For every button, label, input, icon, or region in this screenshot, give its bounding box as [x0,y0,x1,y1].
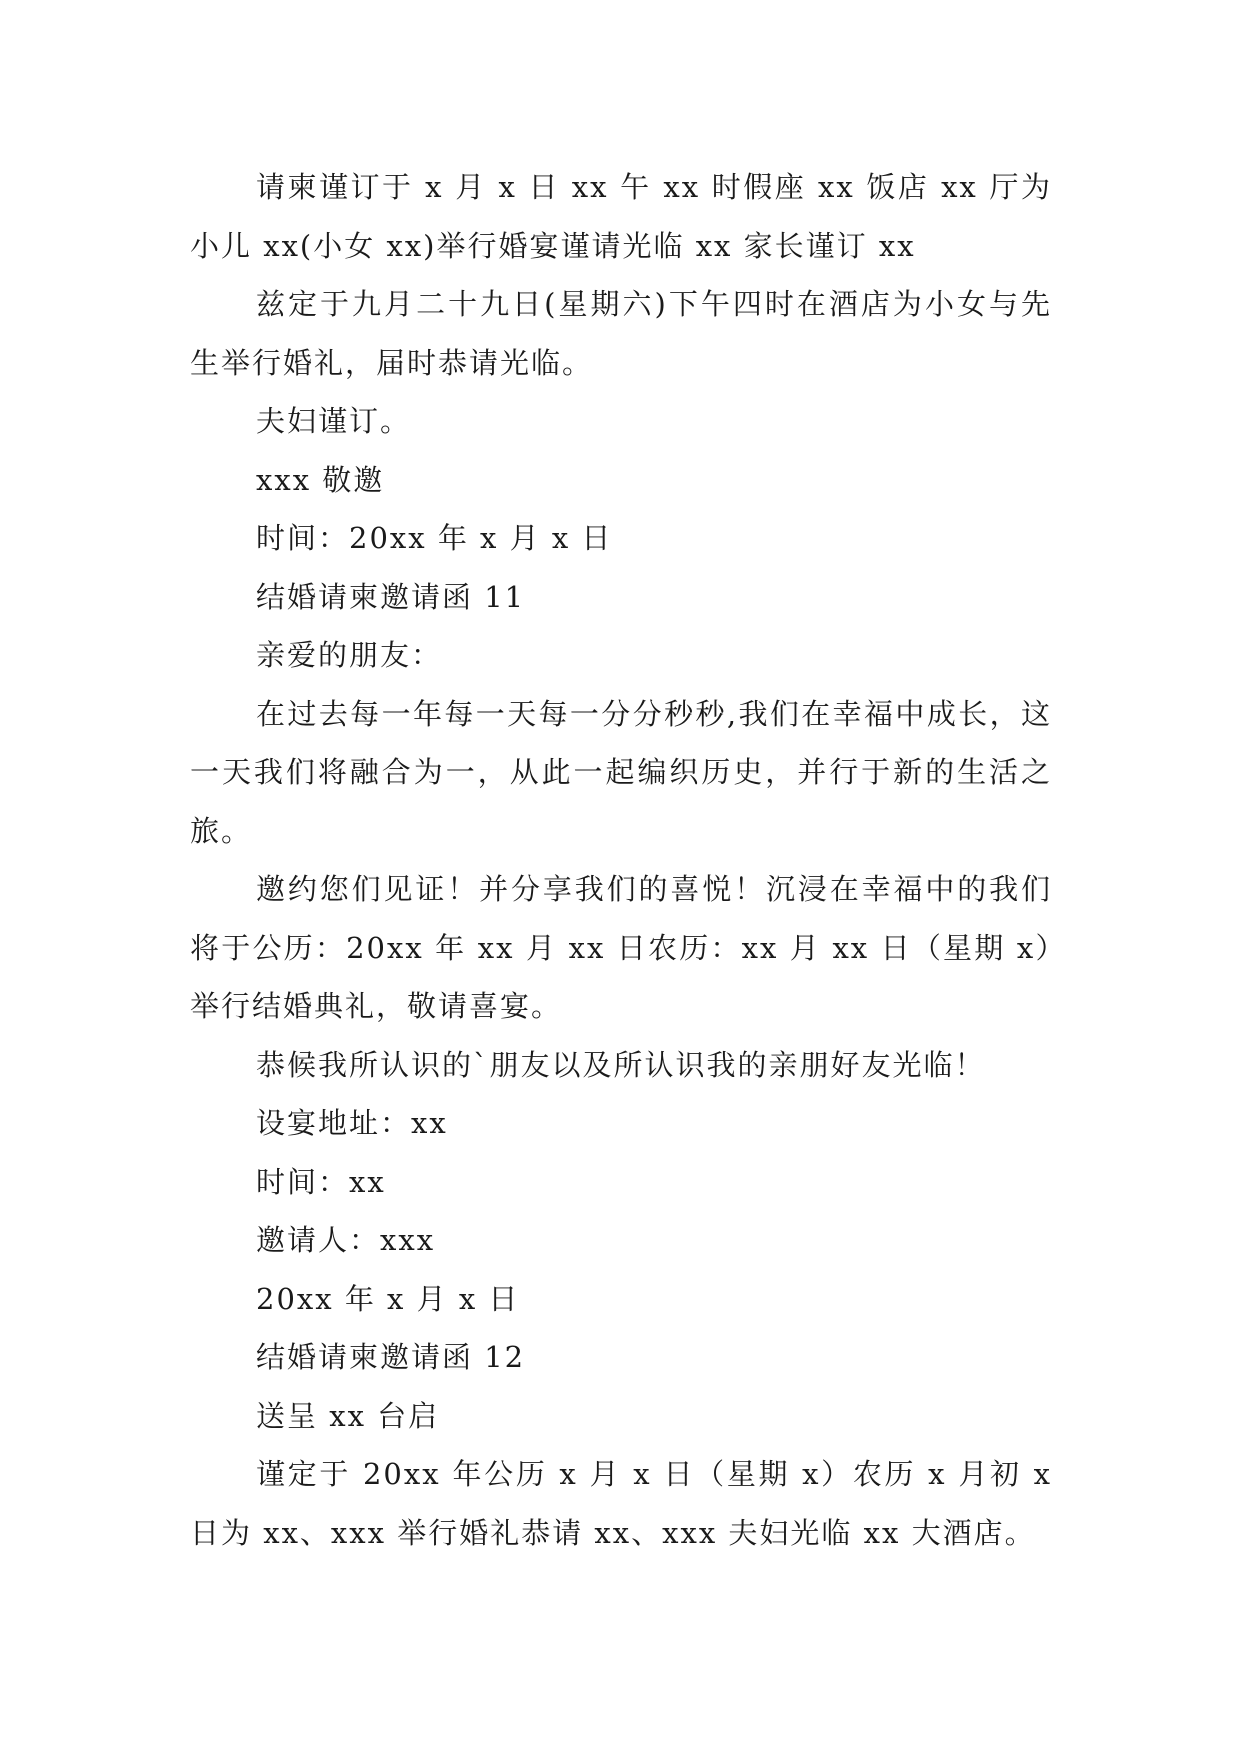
section-heading-12: 结婚请柬邀请函 12 [256,1340,526,1374]
paragraph-time-2: 时间：xx [256,1164,386,1199]
paragraph-venue: 设宴地址：xx [256,1106,448,1140]
section-heading-11: 结婚请柬邀请函 11 [256,579,526,614]
paragraph-date: 20xx 年 x 月 x 日 [256,1281,520,1316]
paragraph-body-4: 谨定于 20xx 年公历 x 月 x 日（星期 x）农历 x 月初 x 日为 xx、xxx 举行婚礼恭请 xx、xxx 夫妇光临 xx 大酒店。 [190,1457,1052,1550]
paragraph-time: 时间：20xx 年 x 月 x 日 [256,521,613,555]
paragraph-invitation-1: 请柬谨订于 x 月 x 日 xx 午 xx 时假座 xx 饭店 xx 厅为小儿 xx(小女 xx)举行婚宴谨请光临 xx 家长谨订 xx [190,170,1052,263]
paragraph-body-3: 恭候我所认识的`朋友以及所认识我的亲朋好友光临！ [256,1047,986,1082]
paragraph-signature-invite: xxx 敬邀 [256,462,385,497]
paragraph-recipient: 送呈 xx 台启 [256,1398,440,1433]
document-body [190,158,1052,1562]
paragraph-salutation: 亲爱的朋友： [256,638,443,672]
paragraph-body-2: 邀约您们见证！并分享我们的喜悦！沉浸在幸福中的我们将于公历：20xx 年 xx 月 xx 日农历：xx 月 xx 日（星期 x）举行结婚典礼，敬请喜宴。 [190,872,1052,1023]
paragraph-signature-couple: 夫妇谨订。 [256,404,412,438]
paragraph-body-1: 在过去每一年每一天每一分分秒秒,我们在幸福中成长，这一天我们将融合为一，从此一起编织历史，并行于新的生活之旅。 [190,696,1052,848]
paragraph-inviter: 邀请人：xxx [256,1223,436,1257]
paragraph-invitation-2: 兹定于九月二十九日(星期六)下午四时在酒店为小女与先生举行婚礼，届时恭请光临。 [190,287,1052,380]
